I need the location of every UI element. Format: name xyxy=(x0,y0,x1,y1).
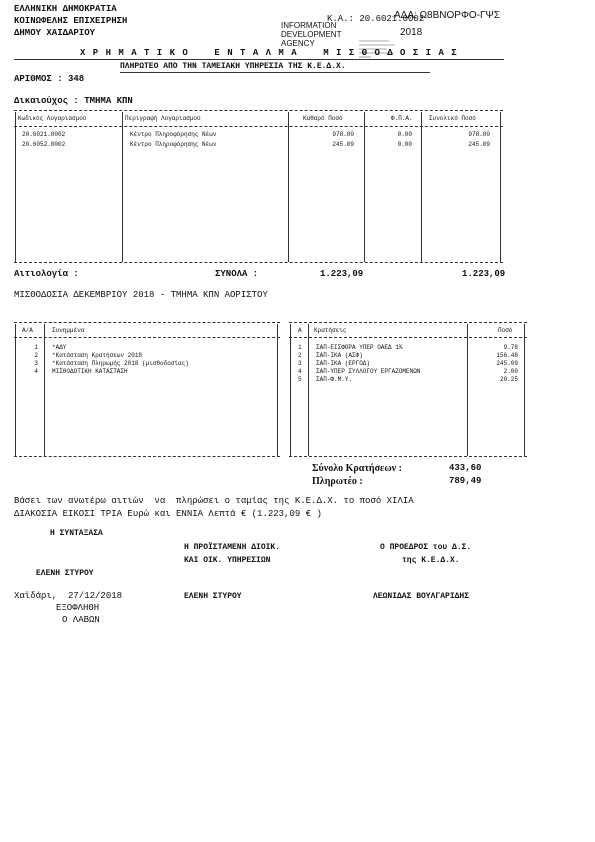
document-number: ΑΡΙΘΜΟΣ : 348 xyxy=(14,74,85,84)
deduction-index: 4 xyxy=(298,368,302,375)
org-line-1: ΕΛΛΗΝΙΚΗ ΔΗΜΟΚΡΑΤΙΑ xyxy=(14,4,117,14)
ada-code: ΑΔΑ: Ω8ΒΝΟΡΦΟ-ΓΨΣ xyxy=(394,10,501,21)
reason-text: ΜΙΣΘΟΔΟΣΙΑ ΔΕΚΕΜΒΡΙΟΥ 2018 - ΤΜΗΜΑ ΚΠΝ ΑΟΡΙΣΤΟΥ xyxy=(14,290,268,300)
deduction-index: 3 xyxy=(298,360,302,367)
deduction-amount: 20.25 xyxy=(499,376,518,383)
deduction-index: 5 xyxy=(298,376,302,383)
deduction-amount: 2.00 xyxy=(503,368,518,375)
head-title-2: ΚΑΙ ΟΙΚ. ΥΠΗΡΕΣΙΩΝ xyxy=(184,556,271,565)
col-divider-2 xyxy=(288,112,289,262)
stamp-line-3: AGENCY xyxy=(281,39,315,48)
attachment-text: ΜΙΣΘΟΔΟΤΙΚΗ ΚΑΤΑΣΤΑΣΗ xyxy=(52,368,128,375)
head-title-1: Η ΠΡΟΪΣΤΑΜΕΝΗ ΔΙΟΙΚ. xyxy=(184,543,281,552)
deduction-amount: 245.09 xyxy=(496,360,518,367)
attachment-index: 4 xyxy=(34,368,38,375)
row-total: 245.09 xyxy=(468,141,490,148)
col-divider-4 xyxy=(421,112,422,262)
attachments-top-border xyxy=(14,322,280,323)
stamp-line-2: DEVELOPMENT xyxy=(281,30,342,39)
row-desc: Κέντρο Πληροφόρησης Νέων xyxy=(130,131,217,138)
beneficiary: Δικαιούχος : ΤΜΗΜΑ ΚΠΝ xyxy=(14,96,133,106)
deductions-header-index: Α xyxy=(298,327,302,334)
col-divider-0 xyxy=(15,112,16,262)
deduction-text: ΣΑΠ-ΕΙΣΦΟΡΑ ΥΠΕΡ ΟΑΕΔ 1% xyxy=(316,344,403,351)
deductions-divider-3 xyxy=(524,324,525,456)
col-header-total: Συνολικό Ποσό xyxy=(429,115,476,122)
deduction-text: ΣΑΠ-Φ.Μ.Υ. xyxy=(316,376,353,383)
deduction-index: 1 xyxy=(298,344,302,351)
row-net: 245.09 xyxy=(332,141,354,148)
deduction-text: ΣΑΠ-ΙΚΑ (ΑΣΦ) xyxy=(316,352,363,359)
row-total: 978.00 xyxy=(468,131,490,138)
deductions-header-border xyxy=(289,337,527,338)
statement-line-1: Βάσει των ανωτέρω αιτιών να πληρώσει ο ταμίας της Κ.Ε.Δ.Χ. το ποσό ΧΙΛΙΑ xyxy=(14,496,414,506)
col-header-vat: Φ.Π.Α. xyxy=(391,115,413,122)
attachments-header-text: Συνημμένα xyxy=(52,327,85,334)
attachments-divider-1 xyxy=(44,324,45,456)
row-code: 20.6021.0002 xyxy=(22,131,66,138)
table-header-border xyxy=(14,126,503,127)
row-desc: Κέντρο Πληροφόρησης Νέων xyxy=(130,141,217,148)
deductions-total-label: Σύνολο Κρατήσεων : xyxy=(312,463,402,474)
president-name: ΛΕΩΝΙΔΑΣ ΒΟΥΛΓΑΡΙΔΗΣ xyxy=(373,592,470,601)
attachments-divider-2 xyxy=(277,324,278,456)
attachments-bottom-border xyxy=(14,456,280,457)
table-top-border xyxy=(14,110,503,111)
org-line-2: ΚΟΙΝΩΦΕΛΗΣ ΕΠΙΧΕΙΡΗΣΗ xyxy=(14,16,128,26)
net-total: 1.223,09 xyxy=(320,269,364,279)
attachment-text: *Κατάσταση Πληρωμής 2018 (μισθοδοσίας) xyxy=(52,360,189,367)
grand-total: 1.223,09 xyxy=(462,269,506,279)
row-vat: 0.00 xyxy=(397,141,412,148)
totals-label: ΣΥΝΟΛΑ : xyxy=(215,269,259,279)
deduction-amount: 156.48 xyxy=(496,352,518,359)
deductions-divider-1 xyxy=(308,324,309,456)
president-title-1: Ο ΠΡΟΕΔΡΟΣ του Δ.Σ. xyxy=(380,543,472,552)
row-code: 20.6052.0002 xyxy=(22,141,66,148)
composer-title: Η ΣΥΝΤΑΞΑΣΑ xyxy=(50,529,103,538)
subtitle-underline xyxy=(120,72,430,73)
deductions-top-border xyxy=(289,322,527,323)
statement-line-2: ΔΙΑΚΟΣΙΑ ΕΙΚΟΣΙ ΤΡΙΑ Ευρώ και ΕΝΝΙΑ Λεπτά € (1.223,09 € ) xyxy=(14,509,322,519)
deductions-divider-2 xyxy=(467,324,468,456)
deductions-divider-0 xyxy=(290,324,291,456)
received-label: ΕΞΟΦΛΗΘΗ xyxy=(56,603,100,613)
attachments-header-border xyxy=(14,337,280,338)
title-underline xyxy=(14,59,504,60)
table-bottom-border xyxy=(14,262,503,263)
col-divider-5 xyxy=(500,112,501,262)
document-subtitle: ΠΛΗΡΩΤΕΟ ΑΠΟ ΤΗΝ ΤΑΜΕΙΑΚΗ ΥΠΗΡΕΣΙΑ ΤΗΣ Κ.Ε.Δ.Χ. xyxy=(120,62,346,71)
stamp-line-1: INFORMATION xyxy=(281,21,337,30)
head-name: ΕΛΕΝΗ ΣΤΥΡΟΥ xyxy=(184,592,242,601)
payable-label: Πληρωτέο : xyxy=(312,476,363,487)
attachments-divider-0 xyxy=(15,324,16,456)
deductions-header-text: Κρατήσεις xyxy=(314,327,347,334)
deduction-index: 2 xyxy=(298,352,302,359)
stamp-date: 2018 xyxy=(400,27,423,38)
document-title: Χ Ρ Η Μ Α Τ Ι Κ Ο Ε Ν Τ Α Λ Μ Α Μ Ι Σ Θ Ο Δ Ο Σ Ι Α Σ xyxy=(80,48,458,58)
stamp-scribble xyxy=(340,22,380,44)
deductions-header-amount: Ποσό xyxy=(498,327,513,334)
col-divider-3 xyxy=(364,112,365,262)
row-net: 978.00 xyxy=(332,131,354,138)
attachment-text: *Κατάσταση Κρατήσεων 2018 xyxy=(52,352,143,359)
col-header-net: Καθαρό Ποσό xyxy=(303,115,343,122)
col-header-code: Κωδικός Λογαριασμού xyxy=(18,115,87,122)
deductions-bottom-border xyxy=(289,456,527,457)
account-code-ka: Κ.Α.: 20.6021.0002 xyxy=(327,14,425,24)
place-date: Χαϊδάρι, 27/12/2018 xyxy=(14,591,123,601)
deduction-amount: 9.78 xyxy=(503,344,518,351)
receiver-label: Ο ΛΑΒΩΝ xyxy=(62,615,100,625)
attachment-index: 3 xyxy=(34,360,38,367)
col-divider-1 xyxy=(122,112,123,262)
reason-label: Αιτιολογία : xyxy=(14,269,79,279)
row-vat: 0.00 xyxy=(397,131,412,138)
col-header-desc: Περιγραφή Λογαριασμού xyxy=(125,115,201,122)
composer-name: ΕΛΕΝΗ ΣΤΥΡΟΥ xyxy=(36,569,94,578)
attachment-index: 2 xyxy=(34,352,38,359)
deduction-text: ΣΑΠ-ΙΚΑ (ΕΡΓΟΔ) xyxy=(316,360,371,367)
deductions-total-value: 433,60 xyxy=(449,463,482,473)
attachment-text: *ΑΔΥ xyxy=(52,344,67,351)
deduction-text: ΣΑΠ-ΥΠΕΡ ΣΥΛΛΟΓΟΥ ΕΡΓΑΖΟΜΕΝΩΝ xyxy=(316,368,421,375)
attachment-index: 1 xyxy=(34,344,38,351)
attachments-header-index: Α/Α xyxy=(22,327,33,334)
payable-value: 789,49 xyxy=(449,476,482,486)
org-line-3: ΔΗΜΟΥ ΧΑΙΔΑΡΙΟΥ xyxy=(14,28,96,38)
president-title-2: της Κ.Ε.Δ.Χ. xyxy=(402,556,460,565)
